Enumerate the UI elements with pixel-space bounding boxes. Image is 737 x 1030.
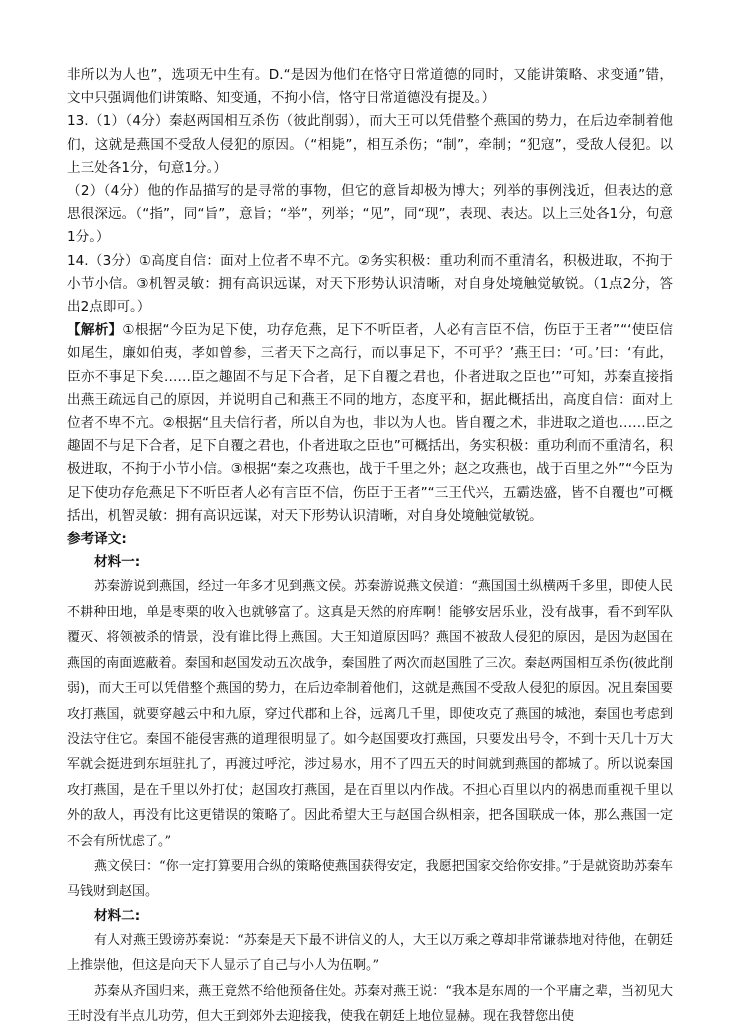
document-page: [67, 64, 673, 1030]
answer-12-tail: 非所以为人也”，选项无中生有。D.“是因为他们在恪守日常道德的同时，又能讲策略、求变通”错，文中只强调他们讲策略、知变通，不拘小信，恪守日常道德没有提及。）: [67, 67, 673, 107]
answer-13-1: 13.（1）（4分）秦赵两国相互杀伤（彼此削弱），而大王可以凭借整个燕国的势力，在后边牵制着他们，这就是燕国不受敌人侵犯的原因。（“相毙”，相互杀伤；“制”，牵制；“犯寇”，受敌人侵犯。以上三处各1分，句意1分。）: [67, 113, 673, 176]
reference-translation-title: 参考译文:: [67, 531, 127, 548]
material-1-title: 材料一:: [94, 554, 141, 571]
material-2-title: 材料二:: [94, 907, 141, 924]
analysis-label: 【解析】: [67, 322, 123, 339]
material-2-paragraph-2: 苏秦从齐国归来，燕王竟然不给他预备住处。苏秦对燕王说：“我本是东周的一个平庸之辈，当初见大王时没有半点儿功劳，但大王到郊外去迎接我，使我在朝廷上地位显赫。现在我替您出使: [67, 983, 673, 1025]
analysis-paragraph: [67, 319, 673, 528]
answer-13-2: （2）（4分）他的作品描写的是寻常的事物，但它的意旨却极为博大；列举的事例浅近，但表达的意思很深远。（“指”，同“旨”，意旨；“举”，列举；“见”，同“现”，表现、表达。以上三处各1分，句意1分。）: [67, 183, 673, 246]
material-1-paragraph-1: 苏秦游说到燕国，经过一年多才见到燕文侯。苏秦游说燕文侯道：“燕国国土纵横两千多里，即使人民不耕种田地，单是枣栗的收入也就够富了。这真是天然的府库啊！能够安居乐业，没有战事，看不到军队覆灭、将领被杀的情景，没有谁比得上燕国。大王知道原因吗？燕国不被敌人侵犯的原因，是因为赵国在燕国的南面遮蔽着。秦国和赵国发动五次战争，秦国胜了两次而赵国胜了三次。秦赵两国相互杀伤(彼此削弱)，而大王可以凭借整个燕国的势力，在后边牵制着他们，这就是燕国不受敌人侵犯的原因。况且秦国要攻打燕国，就要穿越云中和九原，穿过代郡和上谷，远离几千里，即使攻克了燕国的城池，秦国也考虑到没法守住它。秦国不能侵害燕的道理很明显了。如今赵国要攻打燕国，只要发出号令，不到十天几十万大军就会挺进到东垣驻扎了，再渡过呼沱，涉过易水，用不了四五天的时间就到燕国的都城了。所以说秦国攻打燕国，是在千里以外打仗；赵国攻打燕国，是在百里以内作战。不担心百里以内的祸患而重视千里以外的敌人，再没有比这更错误的策略了。因此希望大王与赵国合纵相亲，把各国联成一体，那么燕国一定不会有所忧虑了。”: [67, 579, 673, 849]
material-2-paragraph-1: 有人对燕王毁谤苏秦说：“苏秦是天下最不讲信义的人，大王以万乘之尊却非常谦恭地对待他，在朝廷上推崇他，但这是向天下人显示了自己与小人为伍啊。”: [67, 932, 673, 974]
answer-14: 14.（3分）①高度自信：面对上位者不卑不亢。②务实积极：重功利而不重清名，积极进取，不拘于小节小信。③机智灵敏：拥有高识远谋，对天下形势认识清晰，对自身处境触觉敏锐。（1点2分，答出2点即可。）: [67, 252, 673, 316]
material-1-paragraph-2: 燕文侯曰：“你一定打算要用合纵的策略使燕国获得安定，我愿把国家交给你安排。”于是就资助苏秦车马钱财到赵国。: [67, 858, 673, 900]
analysis-text: ①根据“今臣为足下使，功存危燕，足下不听臣者，人必有言臣不信，伤臣于王者”“‘使臣信如尾生，廉如伯夷，孝如曾参，三者天下之高行，而以事足下，不可乎？’燕王曰：‘可。’曰：‘有此，臣亦不事足下矣……臣之趣固不与足下合者，足下自覆之君也，仆者进取之臣也’”可知，苏秦直接指出燕王疏远自己的原因，并说明自己和燕王不同的地方，态度平和，据此概括出，高度自信：面对上位者不卑不亢。②根据“且夫信行者，所以自为也，非以为人也。皆自覆之术，非进取之道也……臣之趣固不与足下合者，足下自覆之君也，仆者进取之臣也”可概括出，务实积极：重功利而不重清名，积极进取，不拘于小节小信。③根据“秦之攻燕也，战于千里之外；赵之攻燕也，战于百里之外”“今臣为足下使功存危燕足下不听臣者人必有言臣不信，伤臣于王者”“三王代兴，五霸迭盛，皆不自覆也”可概括出，机智灵敏：拥有高识远谋，对天下形势认识清晰，对自身处境触觉敏锐。: [67, 322, 673, 524]
